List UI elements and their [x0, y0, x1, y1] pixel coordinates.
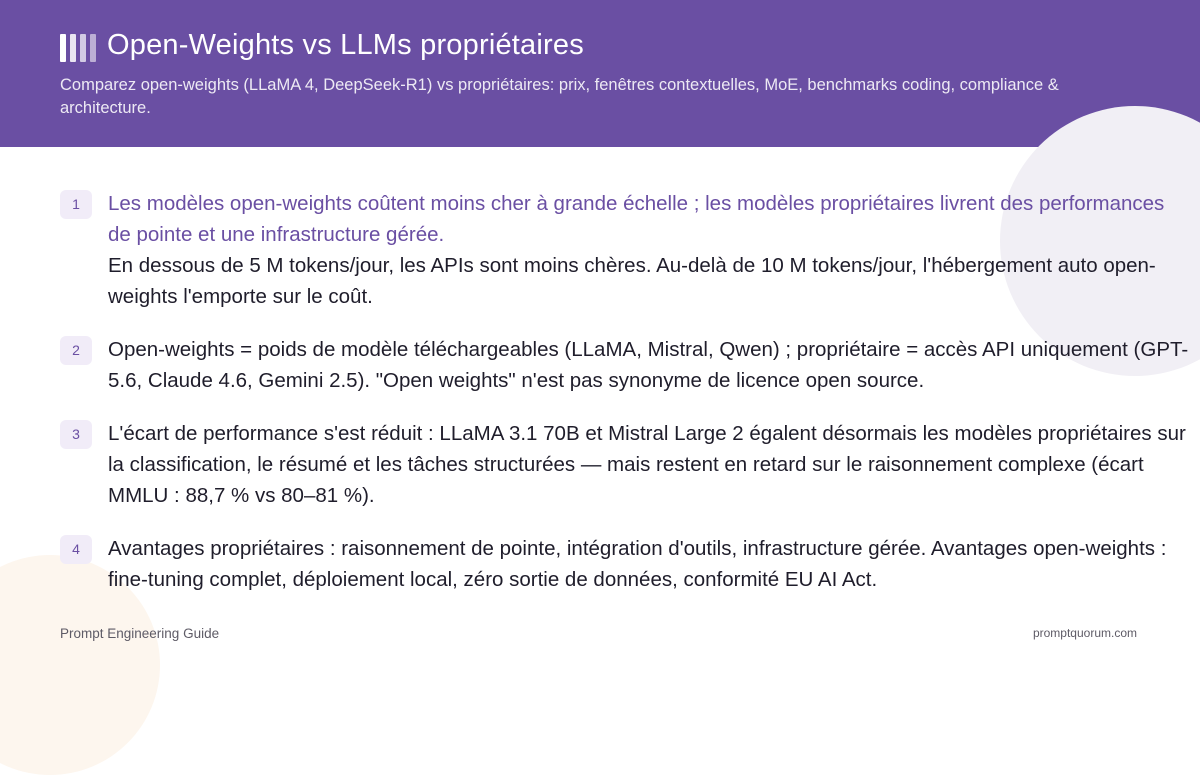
number-badge: 2 — [60, 336, 92, 365]
footer-guide-label: Prompt Engineering Guide — [60, 626, 220, 641]
number-badge: 1 — [60, 190, 92, 219]
list-item — [60, 533, 1190, 595]
page-title: Open-Weights vs LLMs propriétaires — [107, 29, 584, 61]
list-item — [60, 418, 1190, 511]
number-badge: 4 — [60, 535, 92, 564]
vertical-bars-icon — [60, 34, 100, 62]
number-badge: 3 — [60, 420, 92, 449]
footer-site-label: promptquorum.com — [1032, 626, 1137, 640]
header-banner — [0, 0, 1200, 147]
point-highlight: Les modèles open-weights coûtent moins cher à grande échelle ; les modèles propriétaires livrent des performances de pointe et une infrastructure gérée. — [108, 192, 1165, 246]
point-text: Avantages propriétaires : raisonnement de pointe, intégration d'outils, infrastructure gérée. Avantages open-weights : fine-tuning complet, déploiement local, zéro sortie de données, conformité EU AI Act. — [108, 537, 1167, 591]
point-text: En dessous de 5 M tokens/jour, les APIs sont moins chères. Au-delà de 10 M tokens/jour, l'hébergement auto open-weights l'emporte sur le coût. — [108, 254, 1156, 308]
point-text: Open-weights = poids de modèle téléchargeables (LLaMA, Mistral, Qwen) ; propriétaire = accès API uniquement (GPT-5.6, Claude 4.6, Gemini 2.5). "Open weights" n'est pas synonyme de licence open source. — [108, 338, 1189, 392]
page-subtitle: Comparez open-weights (LLaMA 4, DeepSeek-R1) vs propriétaires: prix, fenêtres contextuelles, MoE, benchmarks coding, compliance & architecture. — [60, 76, 1059, 117]
list-item — [60, 334, 1190, 396]
key-points-list — [60, 188, 1190, 595]
list-item — [60, 188, 1190, 312]
point-text: L'écart de performance s'est réduit : LLaMA 3.1 70B et Mistral Large 2 égalent désormais les modèles propriétaires sur la classification, le résumé et les tâches structurées — mais restent en retard sur le raisonnement complexe (écart MMLU : 88,7 % vs 80–81 %). — [108, 422, 1186, 507]
